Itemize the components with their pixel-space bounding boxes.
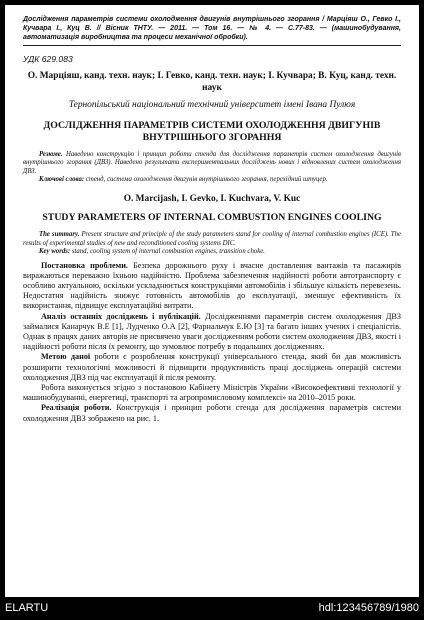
authors-en: O. Marcijash, I. Gevko, I. Kuchvara, V. Kuc: [123, 194, 301, 205]
paragraph: [23, 383, 401, 403]
keywords-en-text: stand, cooling system of internal combustion engines, transition choke.: [70, 248, 265, 256]
citation-header: Дослідження параметрів системи охолодження двигунів внутрішнього згорання / Марціяш О., Гевко І., Кучвара І., Куц В. // Вісник ТНТУ. — 2011. — Том 16. — № 4. — С.77-83. — (машинобудування, автоматизація виробництва та процеси механічної обробки).: [23, 15, 401, 46]
handle-id[interactable]: hdl:123456789/1980: [318, 602, 419, 614]
abstract-en-text: Present structure and principle of the study parameters stand for cooling of internal combustion engines (ICE). The results of experimental studies of new and reconditioned cooling systems DIC.: [23, 231, 402, 247]
keywords-en-label: Key words:: [39, 248, 71, 256]
abstract-ua: [23, 151, 401, 176]
paragraph: [23, 403, 401, 423]
paragraph-lead: Аналіз останніх досліджень і публікацій.: [41, 311, 201, 321]
authors-ua: О. Марціяш, канд. техн. наук; І. Гевко, канд. техн. наук; І. Кучвара; В. Куц, канд. техн. наук: [27, 71, 397, 93]
paragraph-text: роботи є розроблення конструкції універсального стенда, який би дав можливість розширити технологічні можливості й підвищити продуктивність праці досліджень операцій системи охолодження ДВЗ під час експлуатації й після ремонту.: [23, 352, 401, 382]
paragraph: [23, 352, 401, 383]
body-text: [23, 261, 401, 424]
viewer-footer: [0, 597, 424, 620]
keywords-ua: [23, 176, 401, 184]
paragraph-text: Робота виконується згідно з постановою Кабінету Міністрів України «Високоефективні технології у машинобудуванні, енергетиці, транспорті та агропромисловому комплексі» на 2010–2015 роки.: [23, 383, 401, 403]
repository-name: ELARTU: [5, 602, 49, 614]
title-ua: ДОСЛІДЖЕННЯ ПАРАМЕТРІВ СИСТЕМИ ОХОЛОДЖЕННЯ ДВИГУНІВ ВНУТРІШНЬОГО ЗГОРАННЯ: [43, 119, 381, 143]
udc-code: УДК 629.083: [23, 54, 73, 64]
paragraph-lead: Метою даної: [41, 352, 91, 362]
paragraph-text: Конструкція і принцип роботи стенда для дослідження параметрів системи охолодження ДВЗ зображено на рис. 1.: [23, 403, 401, 423]
paragraph: [23, 312, 401, 353]
paper-page: [5, 5, 419, 597]
paragraph-text: Безпека дорожнього руху і вчасне доставлення вантажів та пасажирів виражаються переважно їхньою надійністю. Проблема забезпечення надійності роботи автотранспорту є особливо актуальною, оскільки ускладнюється конструкціями автомобілів і збільшує кількість перевезень. Недостатня надійність знижує готовність автомобілів до експлуатації, зменшує ефективність їх використання, підвищує експлуатаційні витрати.: [23, 260, 401, 311]
affiliation: Тернопільський національний технічний університет імені Івана Пулюя: [68, 100, 356, 111]
paragraph-text: Дослідженнями параметрів систем охолодження ДВЗ займалися Канарчук В.Е [1], Лудченко О.А [2], Фарнальчук Е.Ю [3] та багато інших учених і спеціалістів. Однак в працях даних авторів не присвячено уваги дослідженням роботи систем охолодження ДВЗ, якості і надійності роботи після їх ремонту, що зумовлює потребу в подальших дослідженнях.: [23, 311, 401, 352]
abstract-ua-label: Резюме.: [39, 150, 63, 158]
title-en: STUDY PARAMETERS OF INTERNAL COMBUSTION ENGINES COOLING: [42, 212, 382, 224]
abstract-en: [23, 231, 401, 248]
keywords-ua-text: стенд, система охолодження двигунів внутрішнього згорання, перехідний штуцер.: [84, 176, 328, 183]
abstract-en-label: The summary.: [39, 231, 80, 239]
keywords-ua-label: Ключові слова:: [39, 176, 85, 183]
keywords-en: [23, 248, 401, 256]
paragraph: [23, 261, 401, 312]
abstract-ua-text: Наведено конструкцію і принцип роботи стенда для дослідження параметрів систем охолодження двигунів внутрішнього згорання (ДВЗ). Наведено результати експериментальних досліджень нових і відновлених систем охолодження ДВЗ.: [23, 150, 401, 175]
paragraph-lead: Постановка проблеми.: [41, 260, 128, 270]
paragraph-lead: Реалізація роботи.: [41, 403, 112, 413]
